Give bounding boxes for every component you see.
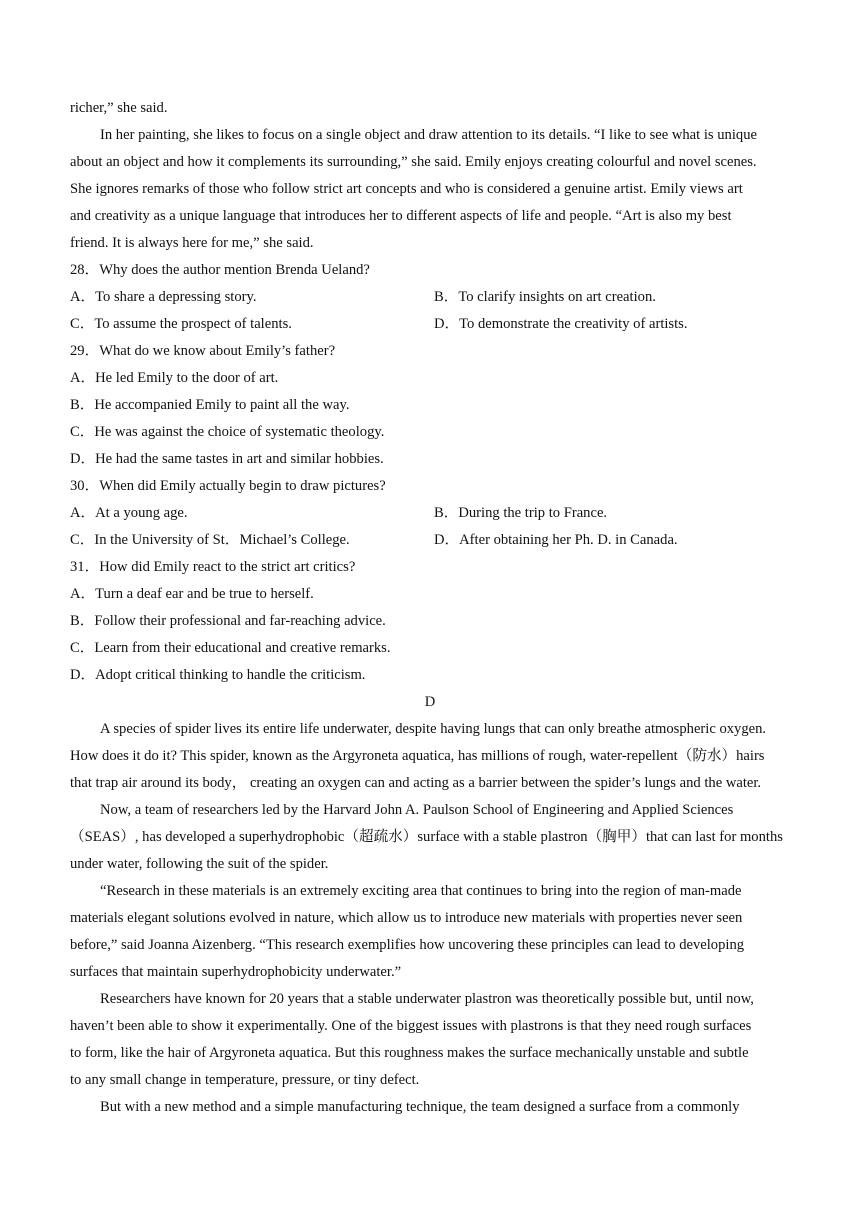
answer-option: B．Follow their professional and far-reaching advice. — [70, 613, 386, 629]
passage-line: She ignores remarks of those who follow strict art concepts and who is considered a genuine artist. Emily views art — [70, 181, 743, 197]
question-stem: 28．Why does the author mention Brenda Ueland? — [70, 262, 370, 278]
answer-option: A．At a young age. — [70, 505, 188, 521]
passage-line: richer,” she said. — [70, 100, 168, 116]
answer-option: D．To demonstrate the creativity of artists. — [434, 316, 688, 332]
answer-option: B．He accompanied Emily to paint all the way. — [70, 397, 350, 413]
answer-option: C．In the University of St．Michael’s College. — [70, 532, 350, 548]
answer-option: B．To clarify insights on art creation. — [434, 289, 656, 305]
answer-option: C．He was against the choice of systematic theology. — [70, 424, 385, 440]
passage-line: In her painting, she likes to focus on a single object and draw attention to its details. “I like to see what is unique — [100, 127, 757, 143]
passage-line: materials elegant solutions evolved in nature, which allow us to introduce new materials with properties never seen — [70, 910, 743, 926]
passage-line: But with a new method and a simple manufacturing technique, the team designed a surface from a commonly — [100, 1099, 740, 1115]
passage-line: friend. It is always here for me,” she said. — [70, 235, 314, 251]
answer-option: A．Turn a deaf ear and be true to herself. — [70, 586, 314, 602]
passage-line: haven’t been able to show it experimentally. One of the biggest issues with plastrons is that they need rough surfaces — [70, 1018, 752, 1034]
passage-line: “Research in these materials is an extremely exciting area that continues to bring into the region of man-made — [100, 883, 742, 899]
passage-line: How does it do it? This spider, known as the Argyroneta aquatica, has millions of rough, water-repellent（防水）hairs — [70, 748, 765, 764]
answer-option: D．Adopt critical thinking to handle the criticism. — [70, 667, 366, 683]
answer-option: D．After obtaining her Ph. D. in Canada. — [434, 532, 678, 548]
passage-line: to form, like the hair of Argyroneta aquatica. But this roughness makes the surface mechanically unstable and subtle — [70, 1045, 749, 1061]
passage-line: surfaces that maintain superhydrophobicity underwater.” — [70, 964, 402, 980]
question-stem: 29．What do we know about Emily’s father? — [70, 343, 336, 359]
answer-option: A．To share a depressing story. — [70, 289, 257, 305]
passage-line: A species of spider lives its entire life underwater, despite having lungs that can only breathe atmospheric oxygen. — [100, 721, 767, 737]
question-stem: 30．When did Emily actually begin to draw pictures? — [70, 478, 386, 494]
passage-line: to any small change in temperature, pressure, or tiny defect. — [70, 1072, 420, 1088]
passage-line: Researchers have known for 20 years that a stable underwater plastron was theoretically possible but, until now, — [100, 991, 754, 1007]
section-heading: D — [424, 694, 436, 710]
passage-line: about an object and how it complements its surrounding,” she said. Emily enjoys creating colourful and novel scenes. — [70, 154, 757, 170]
passage-line: before,” said Joanna Aizenberg. “This research exemplifies how uncovering these principles can lead to developing — [70, 937, 745, 953]
passage-line: （SEAS）, has developed a superhydrophobic（超疏水）surface with a stable plastron（胸甲）that can last for months — [70, 829, 783, 845]
answer-option: B．During the trip to France. — [434, 505, 608, 521]
passage-line: under water, following the suit of the spider. — [70, 856, 329, 872]
passage-line: Now, a team of researchers led by the Harvard John A. Paulson School of Engineering and Applied Sciences — [100, 802, 734, 818]
passage-line: and creativity as a unique language that introduces her to different aspects of life and people. “Art is also my best — [70, 208, 732, 224]
passage-line: that trap air around its body， creating an oxygen can and acting as a barrier between the spider’s lungs and the water. — [70, 775, 762, 791]
answer-option: A．He led Emily to the door of art. — [70, 370, 279, 386]
question-stem: 31．How did Emily react to the strict art critics? — [70, 559, 356, 575]
answer-option: D．He had the same tastes in art and similar hobbies. — [70, 451, 384, 467]
answer-option: C．To assume the prospect of talents. — [70, 316, 292, 332]
answer-option: C．Learn from their educational and creative remarks. — [70, 640, 391, 656]
